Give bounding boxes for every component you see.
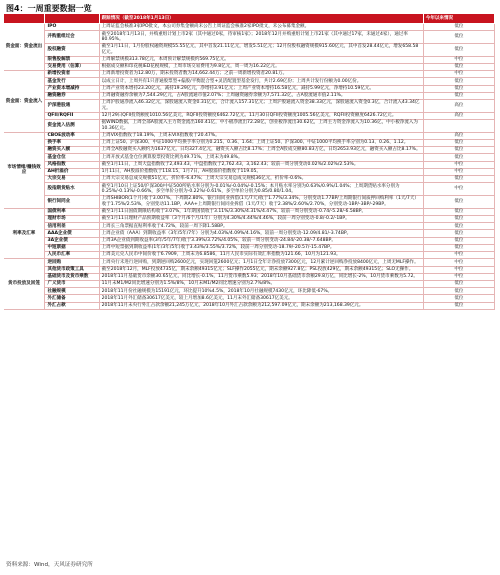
- group-label: 利率及汇率: [4, 208, 45, 259]
- table-row: [4, 176, 495, 183]
- table-row: [4, 302, 495, 309]
- table-row: [4, 237, 495, 244]
- table-row: [4, 295, 495, 302]
- row-status: 低位: [423, 288, 494, 295]
- row-status: [423, 119, 494, 132]
- row-status: 中位: [423, 56, 494, 63]
- row-item: 基础货币及货币乘数: [45, 273, 99, 280]
- table-row: [4, 147, 495, 154]
- row-text: 上周3A企业债到期收益率(3年/5年/7年)收于3.39%/3.72%/4.05%，较前一周分别变动-24.84/-20.38/-7.648BP。: [99, 237, 423, 244]
- table-row: [4, 215, 495, 222]
- row-status: 低位: [423, 237, 494, 244]
- row-item: 沪深港股通: [45, 100, 99, 113]
- table-row: [4, 31, 495, 44]
- row-status: 低位: [423, 43, 494, 56]
- row-status: 低位: [423, 147, 494, 154]
- group-label: 资金面：资金流出: [4, 24, 45, 71]
- row-item: 并购重组过会: [45, 31, 99, 44]
- row-status: 低位: [423, 244, 494, 251]
- row-item: 换手率: [45, 139, 99, 146]
- table-row: [4, 56, 495, 63]
- row-item: 其他货币政策工具: [45, 266, 99, 273]
- row-text: 上周美元兑人民币中间价收于6.7909，上周末为6.8586，11月人民币实际有效汇率指数为121.66，10月为121.93。: [99, 252, 423, 259]
- row-text: 上周证监会核准3家IPO批文，本公司券集金额尚未公告上周证监会核准2家IPO批文，未公布募集金额。: [99, 24, 423, 31]
- row-text: 上周央行未进行逆回购，到期逆回购2600亿元，实现回笼2600亿元；1月1日全年计净投放7300亿元，12月累计逆回购净投放8400亿元，上周无MLF操作。: [99, 259, 423, 266]
- table-row: [4, 168, 495, 175]
- row-item: 广义货币: [45, 280, 99, 287]
- row-status: 低位: [423, 280, 494, 287]
- row-item: 外汇占款: [45, 302, 99, 309]
- row-text: 2018年11月外汇储备30617亿美元，较上月增加8.6亿美元，11月末外汇储备30617亿美元。: [99, 295, 423, 302]
- header-cell: [45, 14, 99, 24]
- row-item: 基金仓位: [45, 154, 99, 161]
- table-row: [4, 230, 495, 237]
- table-row: [4, 71, 495, 78]
- row-status: 高位: [423, 132, 494, 139]
- row-item: 交易费用（估算）: [45, 63, 99, 70]
- row-status: 低位: [423, 92, 494, 99]
- row-text: 11月末M1/M2同比增速分别为1.5%/8%，10月末M1/M2同比增速分别为2.7%/8%。: [99, 280, 423, 287]
- row-item: 外汇储备: [45, 295, 99, 302]
- row-status: 高位: [423, 112, 494, 119]
- row-item: 中短票据: [45, 244, 99, 251]
- row-text: 上周中短票据到期收益率(1年/3年/5年)收于3.43%/3.55%/3.72%，较前一周分别变动-18.79/-20.57/-15.47BP。: [99, 244, 423, 251]
- data-table: [3, 13, 495, 310]
- table-row: [4, 266, 495, 273]
- group-label: 市场情绪/赚钱效应: [4, 132, 45, 208]
- row-status: 中位: [423, 266, 494, 273]
- row-text: 上周解禁规模313.78亿元，本周预计解禁规模约569.75亿元。: [99, 56, 423, 63]
- table-row: [4, 24, 495, 31]
- row-item: 社融规模: [45, 288, 99, 295]
- group-label: 货币投放及回笼: [4, 259, 45, 310]
- row-item: 融资融券: [45, 92, 99, 99]
- row-status: 低位: [423, 31, 494, 44]
- row-text: 上周产业资本增持23.20亿元，减持19.29亿元，净增持3.91亿元；上周产业资本增持16.58亿元，减持5.99亿元，净增持10.59亿元。: [99, 85, 423, 92]
- row-text: 截至1月11日，上周大盘指数收于2,493.43，中盘指数收于2,762.43，3,162.43；较前一周分别变动0.02%/2.02%/2.53%。: [99, 161, 423, 168]
- row-status: 低位: [423, 208, 494, 215]
- row-status: 中位: [423, 168, 494, 175]
- row-item: 股指期货贴水: [45, 183, 99, 196]
- table-row: [4, 63, 495, 70]
- row-text: 上周大宗交易总成交规模51亿元，折价率-6.47%；上周大宗交易总成交规模36亿元，折价率-0.6%。: [99, 176, 423, 183]
- table-row: [4, 100, 495, 113]
- row-item: 人民币汇率: [45, 252, 99, 259]
- row-item: 新增投资者: [45, 71, 99, 78]
- row-status: 低位: [423, 78, 494, 85]
- row-item: 逆回购: [45, 259, 99, 266]
- table-row: [4, 85, 495, 92]
- table-header: [4, 14, 495, 24]
- row-text: 截至1月10日上证50/沪深300/中证500所贴水率分别为-0.01%/-0.04%/-0.15%；本月贴水率分别为0.63%/0.9%/1.04%；上周期货贴水率分别为0.25%/-0.13%/-0.66%，多空单价分别为-0.22%/-0.61%，多空单价分别为0.85/0.80/1.04。: [99, 183, 423, 196]
- row-text: 上周SHIBOR(1个月)收于3.007%，下周期2.80%，银行间同业拆借(1天/7天)收于1.77%/3.34%，分别变动1.77BP/上周期银行间质押回购利率（1天/7天）收于1.75%/2.53%，分别变动11.1BP，AAA+上周期银行间同业拆借（1天/7天）收于2.38%/2.60%/2.70%，分别变动-1BP/-3BP/-29BP。: [99, 195, 423, 208]
- row-item: 国债利率: [45, 208, 99, 215]
- table-row: [4, 112, 495, 119]
- row-item: 基金发行: [45, 78, 99, 85]
- row-status: 中位: [423, 259, 494, 266]
- row-status: 低位: [423, 63, 494, 70]
- row-status: 中位: [423, 273, 494, 280]
- table-row: [4, 154, 495, 161]
- row-text: 根据成交额和印花税IED花税规模，上周市场交易费用为9.8亿元，周一周为16.22亿元。: [99, 63, 423, 70]
- row-text: 上周企业债（AAA）到期收益率（3年/5年/7年）分别为4.03%/4.09%/4.16%，较前一周分别变动-12.09/4.81/-3.74BP。: [99, 230, 423, 237]
- row-item: 银行间同业: [45, 195, 99, 208]
- row-text: 上周上证50、沪深300、中证1000平均换手率分别为0.215、0.36、1.64；上周上证50、沪深300、中证1000平均换手率分别为0.13、0.26、1.12。: [99, 139, 423, 146]
- table-row: [4, 288, 495, 295]
- row-text: 截至1月11日，1月份股权融资规模55.55亿元，其中首发21.11亿元，增发5.51亿元；12月份股权融资规模915.60亿元，其中首发28.44亿元，增发658.58亿元。: [99, 43, 423, 56]
- row-text: 截至2018年12月，MLF投放4735亿，期末余额49315亿元；SLF操作2055亿元，期末余额927.8亿；PSL投放429亿，期末余额49315亿；SLO无操作。: [99, 266, 423, 273]
- row-text: 上周全A股融资买入额约为1637亿元，日均327.4亿元，融资买入额占比8.17%；上周全A股成交额80.83万亿，日均2653.93亿元，融资买入额占比8.17%。: [99, 147, 423, 154]
- row-status: 低位: [423, 223, 494, 230]
- row-item: 风格指数: [45, 161, 99, 168]
- table-row: [4, 280, 495, 287]
- table-row: [4, 78, 495, 85]
- row-text: 上周沪股通净流入46.32亿元，深股通流入资金0.31亿元，合计流入157.31亿元；上周沪股通流入资金38.33亿元，深股通流入资金0.3亿，合计流入43.34亿元。: [99, 100, 423, 113]
- row-status: 中位: [423, 183, 494, 196]
- row-text: 1月11日，AH股溢价指数收于118.15，1月7日，AH股溢价指数收于119.05。: [99, 168, 423, 175]
- row-item: 资金流入估测: [45, 119, 99, 132]
- table-row: [4, 223, 495, 230]
- table-row: [4, 195, 495, 208]
- table-row: [4, 183, 495, 196]
- row-item: AAA企业债: [45, 230, 99, 237]
- row-item: AH折溢价: [45, 168, 99, 175]
- row-item: 股权融资: [45, 43, 99, 56]
- row-status: 中位: [423, 71, 494, 78]
- row-status: 低位: [423, 230, 494, 237]
- row-status: 低位: [423, 176, 494, 183]
- row-status: 低位: [423, 195, 494, 208]
- row-text: 上周长三角票据直贴利率收于4.72%，较前一周下降1.58BP。: [99, 223, 423, 230]
- group-label: 资金面：资金流入: [4, 71, 45, 133]
- row-item: 产业资本增减持: [45, 85, 99, 92]
- row-status: 低位: [423, 215, 494, 222]
- row-status: 低位: [423, 295, 494, 302]
- row-text: 2018年11月份社融规模为15191亿元，环比提升10%4.5%，2018年10月社融规模7430亿元，环比降低-67%。: [99, 288, 423, 295]
- table-row: [4, 92, 495, 99]
- row-text: 2018年11月末央行外汇占款余额21,245万亿元，2018年10月外汇占款余额为212,597.09亿元，期末余额为213,168.39亿元。: [99, 302, 423, 309]
- header-cell: 跟踪情况（截至2018年1月13日）: [99, 14, 423, 24]
- row-status: 低位: [423, 139, 494, 146]
- row-text: 上周融资融券余额为7,544.29亿元，占A股流通市值2.07%；上周融资融券余额为7,571.32亿，占A股流通市值2.11%。: [99, 92, 423, 99]
- row-item: 限售股解禁: [45, 56, 99, 63]
- row-text: 12月29日QFII投资额度1010.56亿美元，RQFII投资额度6462.72亿元。11月30日QFII投资额度1005.56亿美元，RQFII投资额度6426.72亿元。: [99, 112, 423, 119]
- header-cell: [4, 14, 45, 24]
- row-text: 上周开放式基金仓位测算股票投资比例为49.71%，上周末为49.8%。: [99, 154, 423, 161]
- row-text: 据WIND数据，上周全部A股流入主力资金流出160.41亿，中小板净流出72.28亿，创业板净流出30.62亿，上周主力资金净流入为10.36亿，中小板净流入为10.36亿元。: [99, 119, 423, 132]
- row-status: 高位: [423, 100, 494, 113]
- row-text: 截至1月11日理财产品预期收益率（3个月/6个月/1年）分别为4.30%/4.44%/4.46%，较前一周分别变动-0.8/-0.2/-1BP。: [99, 215, 423, 222]
- row-text: 截至2018年1月13日，并购重组计划上市2家（其中通过0家，待审核1家）；2018年12月并购重组计划上市21家（其中通过17家，未通过4家），通过率80.95%。: [99, 31, 423, 44]
- row-status: 低位: [423, 85, 494, 92]
- row-item: 理财市场: [45, 215, 99, 222]
- table-row: [4, 43, 495, 56]
- row-item: 信用利差: [45, 223, 99, 230]
- table-row: [4, 139, 495, 146]
- row-text: 上周新增投资者为12.80万，期末投资者数为14,662.44万；之前一周新增投资者20.81万。: [99, 71, 423, 78]
- row-item: QFII/RQFII: [45, 112, 99, 119]
- table-row: [4, 273, 495, 280]
- row-status: 低位: [423, 154, 494, 161]
- row-item: 大宗交易: [45, 176, 99, 183]
- row-text: 2018年11月基础货币余额30.65亿元，同比增长-0.1%，11月货币乘数5.93；2018年10月基础货币余额29.8万亿，同比增长-2%，10月货币乘数为5.72。: [99, 273, 423, 280]
- table-row: [4, 252, 495, 259]
- table-row: [4, 259, 495, 266]
- table-row: [4, 132, 495, 139]
- row-status: 低位: [423, 302, 494, 309]
- row-item: 3A企业债: [45, 237, 99, 244]
- row-status: 中位: [423, 252, 494, 259]
- table-row: [4, 244, 495, 251]
- row-item: 融资买入额: [45, 147, 99, 154]
- table-row: [4, 208, 495, 215]
- row-item: IPO: [45, 24, 99, 31]
- row-item: CBOE波动率: [45, 132, 99, 139]
- row-text: 上周VIX指数收于18.19%，上周末VIX指数收于20.47%。: [99, 132, 423, 139]
- header-cell: 今年以来情况: [423, 14, 494, 24]
- row-status: 中位: [423, 161, 494, 168]
- row-text: 以成立日计，上周共有1只普通股票型+偏股/平衡混合型+灵活配置型基金发行，共计2.69亿份；上周共计发行份额为0.00亿份。: [99, 78, 423, 85]
- source-note: 资料来源：Wind，天风证券研究所: [6, 562, 93, 568]
- row-text: 截至1月11日国债期限结构收于3.07%，1年期国债收于3.11%/3.30%/4.31%/4.47%，较前一周分别变动-0.74/-5.28/-6.58BP。: [99, 208, 423, 215]
- table-row: [4, 119, 495, 132]
- page-title: 图4：一周重要数据一览: [6, 4, 92, 13]
- row-status: 低位: [423, 24, 494, 31]
- table-row: [4, 161, 495, 168]
